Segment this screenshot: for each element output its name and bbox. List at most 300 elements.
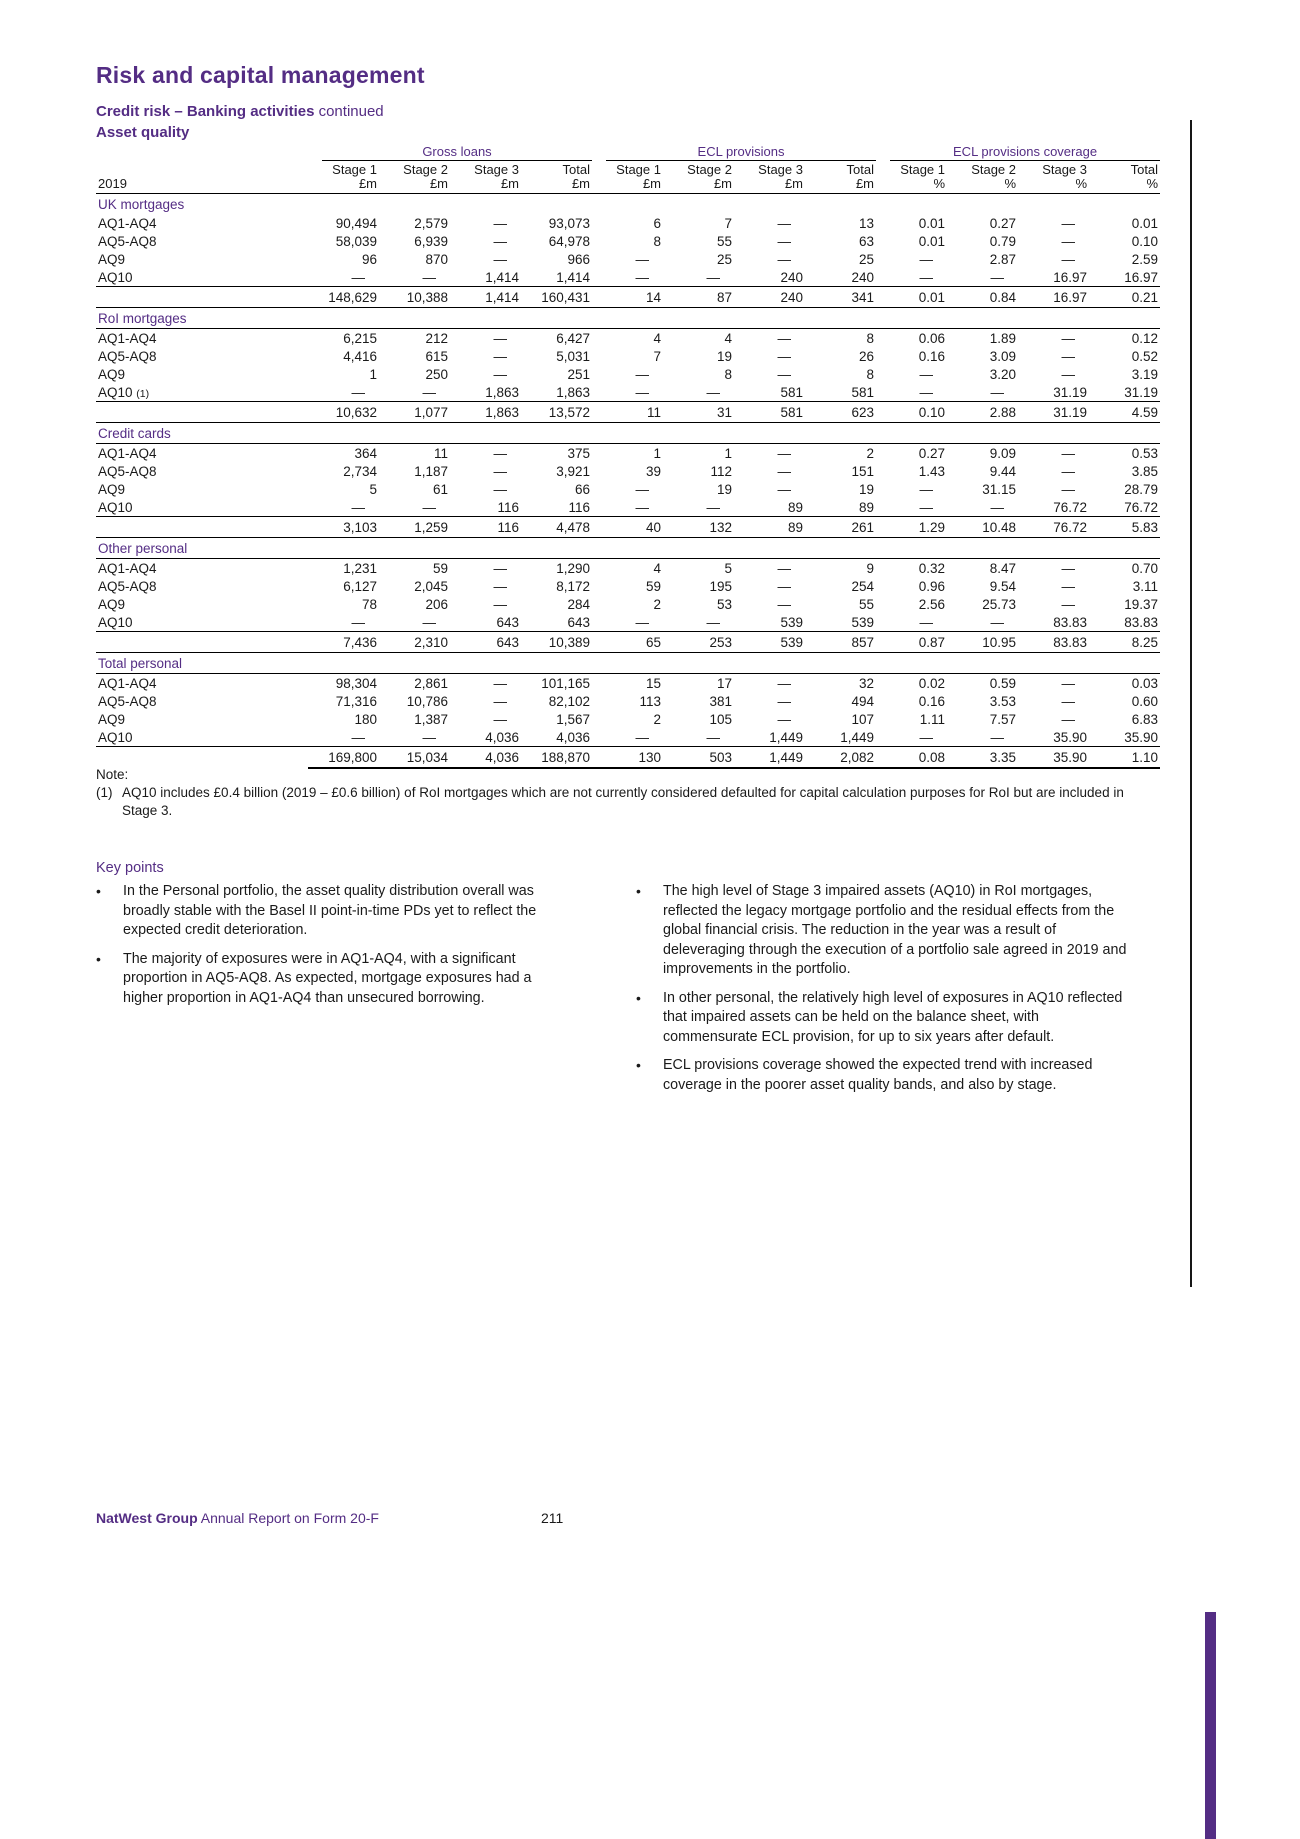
table-cell: 6 [653, 215, 661, 231]
table-cell: 107 [851, 711, 875, 727]
row-label: AQ1-AQ4 [98, 445, 157, 461]
table-section-title: RoI mortgages [96, 308, 1160, 329]
table-row [96, 250, 1160, 268]
table-cell: — [422, 384, 436, 400]
key-point-text: The high level of Stage 3 impaired assets (AQ10) in RoI mortgages, reflected the legacy mortgage portfolio and the residual effects from the global financial crisis. The reduction in the year was a result of deleveraging through the execution of a portfolio sale agreed in 2019 and improvements in the portfolio. [663, 883, 1127, 977]
table-total-cell: 1,259 [379, 517, 450, 538]
table-cell: — [706, 499, 720, 515]
table-section-title: Other personal [96, 538, 1160, 559]
table-cell: 31.19 [1053, 384, 1088, 400]
table-cell: — [635, 384, 649, 400]
footer-report-title: Annual Report on Form 20-F [197, 1510, 379, 1526]
table-cell: 19 [716, 481, 732, 497]
table-column-header [521, 161, 592, 194]
table-cell: — [493, 348, 507, 364]
table-cell: — [777, 233, 791, 249]
table-cell: 105 [709, 711, 732, 727]
table-corner-cell [96, 144, 308, 161]
table-row [96, 710, 1160, 728]
table-total-cell: 160,431 [521, 287, 592, 308]
table-cell: 26 [858, 348, 875, 364]
table-cell: 251 [567, 366, 590, 382]
table-cell: 1,414 [485, 269, 519, 285]
table-cell: — [635, 251, 649, 267]
table-cell: 8 [724, 366, 732, 382]
table-cell: 539 [780, 614, 803, 630]
table-total-cell: 0.01 [876, 287, 947, 308]
key-points-column-right [636, 882, 1134, 1104]
table-cell: 381 [709, 693, 732, 709]
table-cell: 13 [858, 215, 875, 231]
column-header-unit-label: % [933, 176, 946, 191]
table-cell: 3.20 [989, 366, 1017, 382]
table-cell: — [777, 445, 791, 461]
table-cell: — [493, 251, 507, 267]
column-header-unit-label: % [1075, 176, 1088, 191]
table-cell: 0.70 [1131, 560, 1159, 576]
table-total-cell: 2,082 [805, 747, 876, 769]
table-cell: 59 [432, 560, 448, 576]
table-total-cell: 2.88 [947, 402, 1018, 423]
table-col-group-cell [876, 144, 1160, 161]
table-total-cell: 10,389 [521, 632, 592, 653]
table-cell: 76.72 [1124, 499, 1159, 515]
table-total-cell: 503 [663, 747, 734, 769]
table-cell: — [1061, 675, 1076, 691]
table-cell: — [1061, 233, 1076, 249]
table-cell: 643 [496, 614, 519, 630]
table-col-group-label: ECL provisions coverage [890, 144, 1160, 161]
table-cell: 7 [724, 215, 732, 231]
column-header-unit-label: % [1146, 176, 1159, 191]
table-cell: 2.59 [1131, 251, 1159, 267]
table-cell: 3,921 [556, 463, 590, 479]
table-cell: 0.79 [989, 233, 1017, 249]
table-total-cell: 35.90 [1018, 747, 1089, 769]
table-total-cell: 10,388 [379, 287, 450, 308]
table-cell: 375 [567, 445, 590, 461]
table-total-cell: 16.97 [1018, 287, 1089, 308]
bullet-icon: • [636, 989, 641, 1006]
table-total-row [96, 632, 1160, 653]
table-cell: 112 [710, 463, 732, 479]
table-total-cell: 188,870 [521, 747, 592, 769]
table-cell: 25 [716, 251, 732, 267]
table-cell: 58,039 [335, 233, 377, 249]
table-cell: — [493, 596, 507, 612]
table-total-cell: 539 [734, 632, 805, 653]
table-cell: 17 [716, 675, 732, 691]
table-cell: 2 [653, 596, 661, 612]
table-cell: — [1061, 330, 1076, 346]
table-column-header [1018, 161, 1089, 194]
table-cell: — [706, 384, 720, 400]
row-label: AQ5-AQ8 [98, 233, 157, 249]
table-cell: — [919, 729, 934, 745]
table-cell: — [493, 366, 507, 382]
table-row [96, 498, 1160, 517]
table-cell: — [493, 578, 507, 594]
table-cell: 4,036 [556, 729, 590, 745]
table-cell: 254 [851, 578, 875, 594]
table-cell: 90,494 [335, 215, 377, 231]
table-total-cell: 89 [734, 517, 805, 538]
column-header-stage-label: Stage 1 [900, 162, 946, 177]
table-cell: — [493, 445, 507, 461]
table-cell: — [777, 711, 791, 727]
table-cell: 16.97 [1124, 269, 1159, 285]
row-label: AQ9 [98, 481, 126, 497]
table-total-row [96, 517, 1160, 538]
table-cell: 96 [361, 251, 377, 267]
table-cell: 0.03 [1131, 675, 1159, 691]
table-header [96, 144, 1160, 194]
column-header-stage-label: Total [846, 162, 875, 177]
table-cell: — [493, 463, 507, 479]
table-total-cell: 8.25 [1089, 632, 1160, 653]
page-title: Risk and capital management [96, 62, 425, 88]
column-header-stage-label: Stage 2 [403, 162, 448, 177]
table-total-cell: 240 [734, 287, 805, 308]
table-cell: 63 [858, 233, 875, 249]
table-cell: — [422, 269, 436, 285]
table-cell: 8.47 [989, 560, 1017, 576]
table-total-row [96, 402, 1160, 423]
table-cell: 8 [653, 233, 661, 249]
table-cell: — [919, 251, 934, 267]
column-header-stage-label: Total [562, 162, 590, 177]
table-total-cell: 1,863 [450, 402, 521, 423]
table-cell: 4,416 [343, 348, 377, 364]
total-row-label [96, 747, 308, 769]
key-point-text: In other personal, the relatively high level of exposures in AQ10 reflected that impaired assets can be held on the balance sheet, with commensurate ECL provision, for up to six years after default. [663, 989, 1123, 1045]
table-cell: — [422, 729, 436, 745]
table-cell: 55 [858, 596, 875, 612]
row-label: AQ10 [98, 614, 133, 630]
row-label: AQ9 [98, 366, 126, 382]
table-cell: — [990, 384, 1005, 400]
row-label: AQ5-AQ8 [98, 693, 157, 709]
table-cell: 4 [724, 330, 732, 346]
table-cell: 0.53 [1131, 445, 1159, 461]
key-point-text: The majority of exposures were in AQ1-AQ4, with a significant proportion in AQ5-AQ8. As expected, mortgage exposures had a higher proportion in AQ1-AQ4 than unsecured borrowing. [123, 950, 532, 1006]
table-cell: 9.44 [989, 463, 1017, 479]
note-ref: (1) [136, 387, 150, 400]
table-cell: 3.09 [989, 348, 1017, 364]
table-cell: 15 [645, 675, 661, 691]
table-cell: 4,036 [485, 729, 519, 745]
table-total-cell: 10,632 [308, 402, 379, 423]
table-cell: — [777, 366, 791, 382]
table-total-cell: 643 [450, 632, 521, 653]
column-header-unit-label: £m [358, 176, 377, 191]
table-cell: 1,290 [556, 560, 590, 576]
table-cell: 5 [369, 481, 377, 497]
table-column-header [805, 161, 876, 194]
column-header-stage-label: Stage 2 [971, 162, 1017, 177]
table-cell: — [635, 366, 649, 382]
table-total-cell: 132 [663, 517, 734, 538]
row-label: AQ1-AQ4 [98, 215, 157, 231]
table-cell: — [1061, 251, 1076, 267]
table-total-cell: 253 [663, 632, 734, 653]
table-cell: 0.96 [918, 578, 946, 594]
table-cell: 0.06 [918, 330, 946, 346]
table-row [96, 347, 1160, 365]
table-col-group-cell [308, 144, 592, 161]
table-cell: 212 [425, 330, 448, 346]
table-total-cell: 0.84 [947, 287, 1018, 308]
table-cell: 3.85 [1131, 463, 1159, 479]
column-header-unit-label: % [1004, 176, 1017, 191]
table-total-cell: 31 [663, 402, 734, 423]
row-label: AQ9 [98, 711, 126, 727]
row-label: AQ1-AQ4 [98, 675, 157, 691]
table-cell: — [351, 384, 365, 400]
table-cell: — [777, 348, 791, 364]
table-cell: 116 [497, 499, 519, 515]
column-header-unit-label: £m [855, 176, 875, 191]
table-cell: 9.54 [989, 578, 1017, 594]
table-total-cell: 1,414 [450, 287, 521, 308]
page-edge-bar [1205, 1612, 1216, 1839]
table-cell: 6,939 [414, 233, 448, 249]
table-cell: 35.90 [1124, 729, 1159, 745]
table-row [96, 692, 1160, 710]
key-point-item [96, 950, 558, 1009]
table-cell: 8,172 [556, 578, 590, 594]
row-label: AQ10 [98, 499, 133, 515]
table-cell: — [422, 614, 436, 630]
table-total-cell: 10.48 [947, 517, 1018, 538]
row-label: AQ5-AQ8 [98, 463, 157, 479]
table-cell: — [635, 614, 649, 630]
table-cell: — [706, 614, 720, 630]
table-total-cell: 581 [734, 402, 805, 423]
table-cell: 206 [425, 596, 448, 612]
table-cell: 3.19 [1131, 366, 1159, 382]
table-cell: — [635, 269, 649, 285]
table-cell: 870 [425, 251, 448, 267]
table-cell: 0.60 [1131, 693, 1159, 709]
table-cell: — [777, 596, 791, 612]
table-cell: 0.32 [918, 560, 946, 576]
table-cell: 1,414 [556, 269, 590, 285]
table-cell: 4 [653, 330, 661, 346]
total-row-label [96, 287, 308, 308]
table-cell: 39 [645, 463, 661, 479]
table-total-cell: 3.35 [947, 747, 1018, 769]
table-cell: 55 [716, 233, 732, 249]
table-cell: — [493, 693, 507, 709]
table-cell: 1,187 [414, 463, 448, 479]
table-cell: 364 [354, 445, 377, 461]
table-cell: — [777, 675, 791, 691]
column-header-unit-label: £m [571, 176, 590, 191]
table-total-cell: 857 [805, 632, 876, 653]
table-cell: 966 [567, 251, 590, 267]
table-cell: 7 [653, 348, 661, 364]
table-cell: 2 [866, 445, 875, 461]
table-section-title: Total personal [96, 653, 1160, 674]
table-cell: 98,304 [335, 675, 377, 691]
table-cell: 2,734 [343, 463, 377, 479]
table-cell: 6,127 [343, 578, 377, 594]
table-total-cell: 0.10 [876, 402, 947, 423]
bullet-icon: • [96, 950, 101, 967]
note-block [96, 766, 1141, 820]
table-cell: 19.37 [1124, 596, 1159, 612]
table-total-cell: 169,800 [308, 747, 379, 769]
table-cell: — [919, 614, 934, 630]
row-label: AQ10 [98, 269, 133, 285]
table-row [96, 232, 1160, 250]
table-cell: 31.19 [1124, 384, 1159, 400]
table-section-row [96, 538, 1160, 559]
table-total-cell: 13,572 [521, 402, 592, 423]
table-cell: 1 [724, 445, 732, 461]
table-cell: 89 [787, 499, 803, 515]
subtitle-bold: Credit risk – Banking activities [96, 103, 315, 120]
table-total-cell: 83.83 [1018, 632, 1089, 653]
key-point-item [636, 1056, 1134, 1095]
key-point-item [636, 882, 1134, 980]
column-header-stage-label: Stage 1 [616, 162, 661, 177]
table-row [96, 595, 1160, 613]
table-cell: 9 [866, 560, 875, 576]
table-cell: — [990, 614, 1005, 630]
table-column-header-row [96, 161, 1160, 194]
note-item: (1) AQ10 includes £0.4 billion (2019 – £0.6 billion) of RoI mortgages which are not currently considered defaulted for capital calculation purposes for RoI but are included in Stage 3. [96, 785, 1124, 818]
table-cell: — [706, 729, 720, 745]
total-row-label [96, 517, 308, 538]
table-cell: 93,073 [548, 215, 590, 231]
table-cell: 284 [567, 596, 590, 612]
table-row [96, 613, 1160, 632]
column-header-unit-label: £m [429, 176, 448, 191]
table-cell: 2.87 [989, 251, 1017, 267]
table-cell: — [1061, 215, 1076, 231]
table-section-row [96, 194, 1160, 215]
table-cell: — [1061, 693, 1076, 709]
table-total-cell: 15,034 [379, 747, 450, 769]
table-column-header [1089, 161, 1160, 194]
table-cell: 0.52 [1131, 348, 1159, 364]
table-cell: 5 [724, 560, 732, 576]
table-column-header [379, 161, 450, 194]
table-total-cell: 14 [592, 287, 663, 308]
table-cell: 0.10 [1131, 233, 1159, 249]
section-heading-asset-quality: Asset quality [96, 124, 190, 141]
table-cell: 1.11 [919, 711, 946, 727]
table-row [96, 577, 1160, 595]
vertical-rule [1190, 120, 1192, 1287]
page-subtitle [96, 103, 384, 120]
table-cell: — [990, 729, 1005, 745]
table-cell: 83.83 [1124, 614, 1159, 630]
key-point-text: ECL provisions coverage showed the expected trend with increased coverage in the poorer asset quality bands, and also by stage. [663, 1057, 1093, 1093]
table-cell: 66 [574, 481, 590, 497]
table-cell: 8 [866, 366, 875, 382]
table-cell: — [493, 711, 507, 727]
table-cell: — [919, 366, 934, 382]
table-cell: 2.56 [918, 596, 946, 612]
table-section-title: UK mortgages [98, 196, 185, 212]
column-header-stage-label: Stage 3 [758, 162, 803, 177]
table-total-cell: 1,449 [734, 747, 805, 769]
column-header-stage-label: Stage 3 [1042, 162, 1088, 177]
table-cell: 10,786 [406, 693, 448, 709]
table-row [96, 444, 1160, 463]
table-cell: — [990, 499, 1005, 515]
table-column-header [450, 161, 521, 194]
table-cell: — [351, 499, 365, 515]
table-cell: — [351, 729, 365, 745]
table-cell: — [777, 481, 791, 497]
table-year-label: 2019 [96, 161, 308, 194]
table-row [96, 268, 1160, 287]
table-column-header [734, 161, 805, 194]
table-cell: 581 [780, 384, 803, 400]
table-cell: 8 [866, 330, 875, 346]
table-cell: — [1061, 596, 1076, 612]
table-cell: 615 [425, 348, 448, 364]
column-header-unit-label: £m [642, 176, 661, 191]
table-cell: 0.01 [918, 215, 946, 231]
column-header-stage-label: Stage 1 [332, 162, 377, 177]
table-cell: 5,031 [556, 348, 590, 364]
table-cell: 16.97 [1053, 269, 1088, 285]
table-total-cell: 1.29 [876, 517, 947, 538]
row-label: AQ1-AQ4 [98, 560, 157, 576]
column-header-unit-label: £m [784, 176, 803, 191]
table-cell: 83.83 [1053, 614, 1088, 630]
table-section-title: Credit cards [96, 423, 1160, 444]
table-cell: 1,387 [414, 711, 448, 727]
table-cell: 31.15 [982, 481, 1017, 497]
table-cell: — [1061, 366, 1076, 382]
key-point-item [96, 882, 558, 941]
table-cell: 32 [858, 675, 875, 691]
table-cell: 250 [425, 366, 448, 382]
table-cell: 2,861 [414, 675, 448, 691]
footer-brand: NatWest Group [96, 1510, 198, 1526]
table-cell: 6,215 [343, 330, 377, 346]
key-point-text: In the Personal portfolio, the asset quality distribution overall was broadly stable with the Basel II point-in-time PDs yet to reflect the expected credit deterioration. [123, 883, 537, 938]
table-cell: — [1061, 445, 1076, 461]
table-column-header [592, 161, 663, 194]
table-cell: 1,449 [769, 729, 803, 745]
table-total-cell: 261 [805, 517, 876, 538]
column-header-unit-label: £m [500, 176, 519, 191]
table-cell: 1,231 [343, 560, 377, 576]
table-cell: 82,102 [548, 693, 590, 709]
table-cell: 1,863 [556, 384, 590, 400]
table-cell: 2,579 [414, 215, 448, 231]
table-cell: 3.11 [1132, 578, 1159, 594]
table-body [96, 194, 1160, 769]
table-cell: 9.09 [989, 445, 1017, 461]
table-cell: — [493, 330, 507, 346]
table-cell: — [493, 481, 507, 497]
row-label: AQ5-AQ8 [98, 578, 157, 594]
table-cell: — [351, 614, 365, 630]
table-col-group-label: Gross loans [322, 144, 592, 161]
table-cell: 1,567 [556, 711, 590, 727]
table-total-cell: 40 [592, 517, 663, 538]
table-row [96, 383, 1160, 402]
table-cell: 0.59 [989, 675, 1017, 691]
